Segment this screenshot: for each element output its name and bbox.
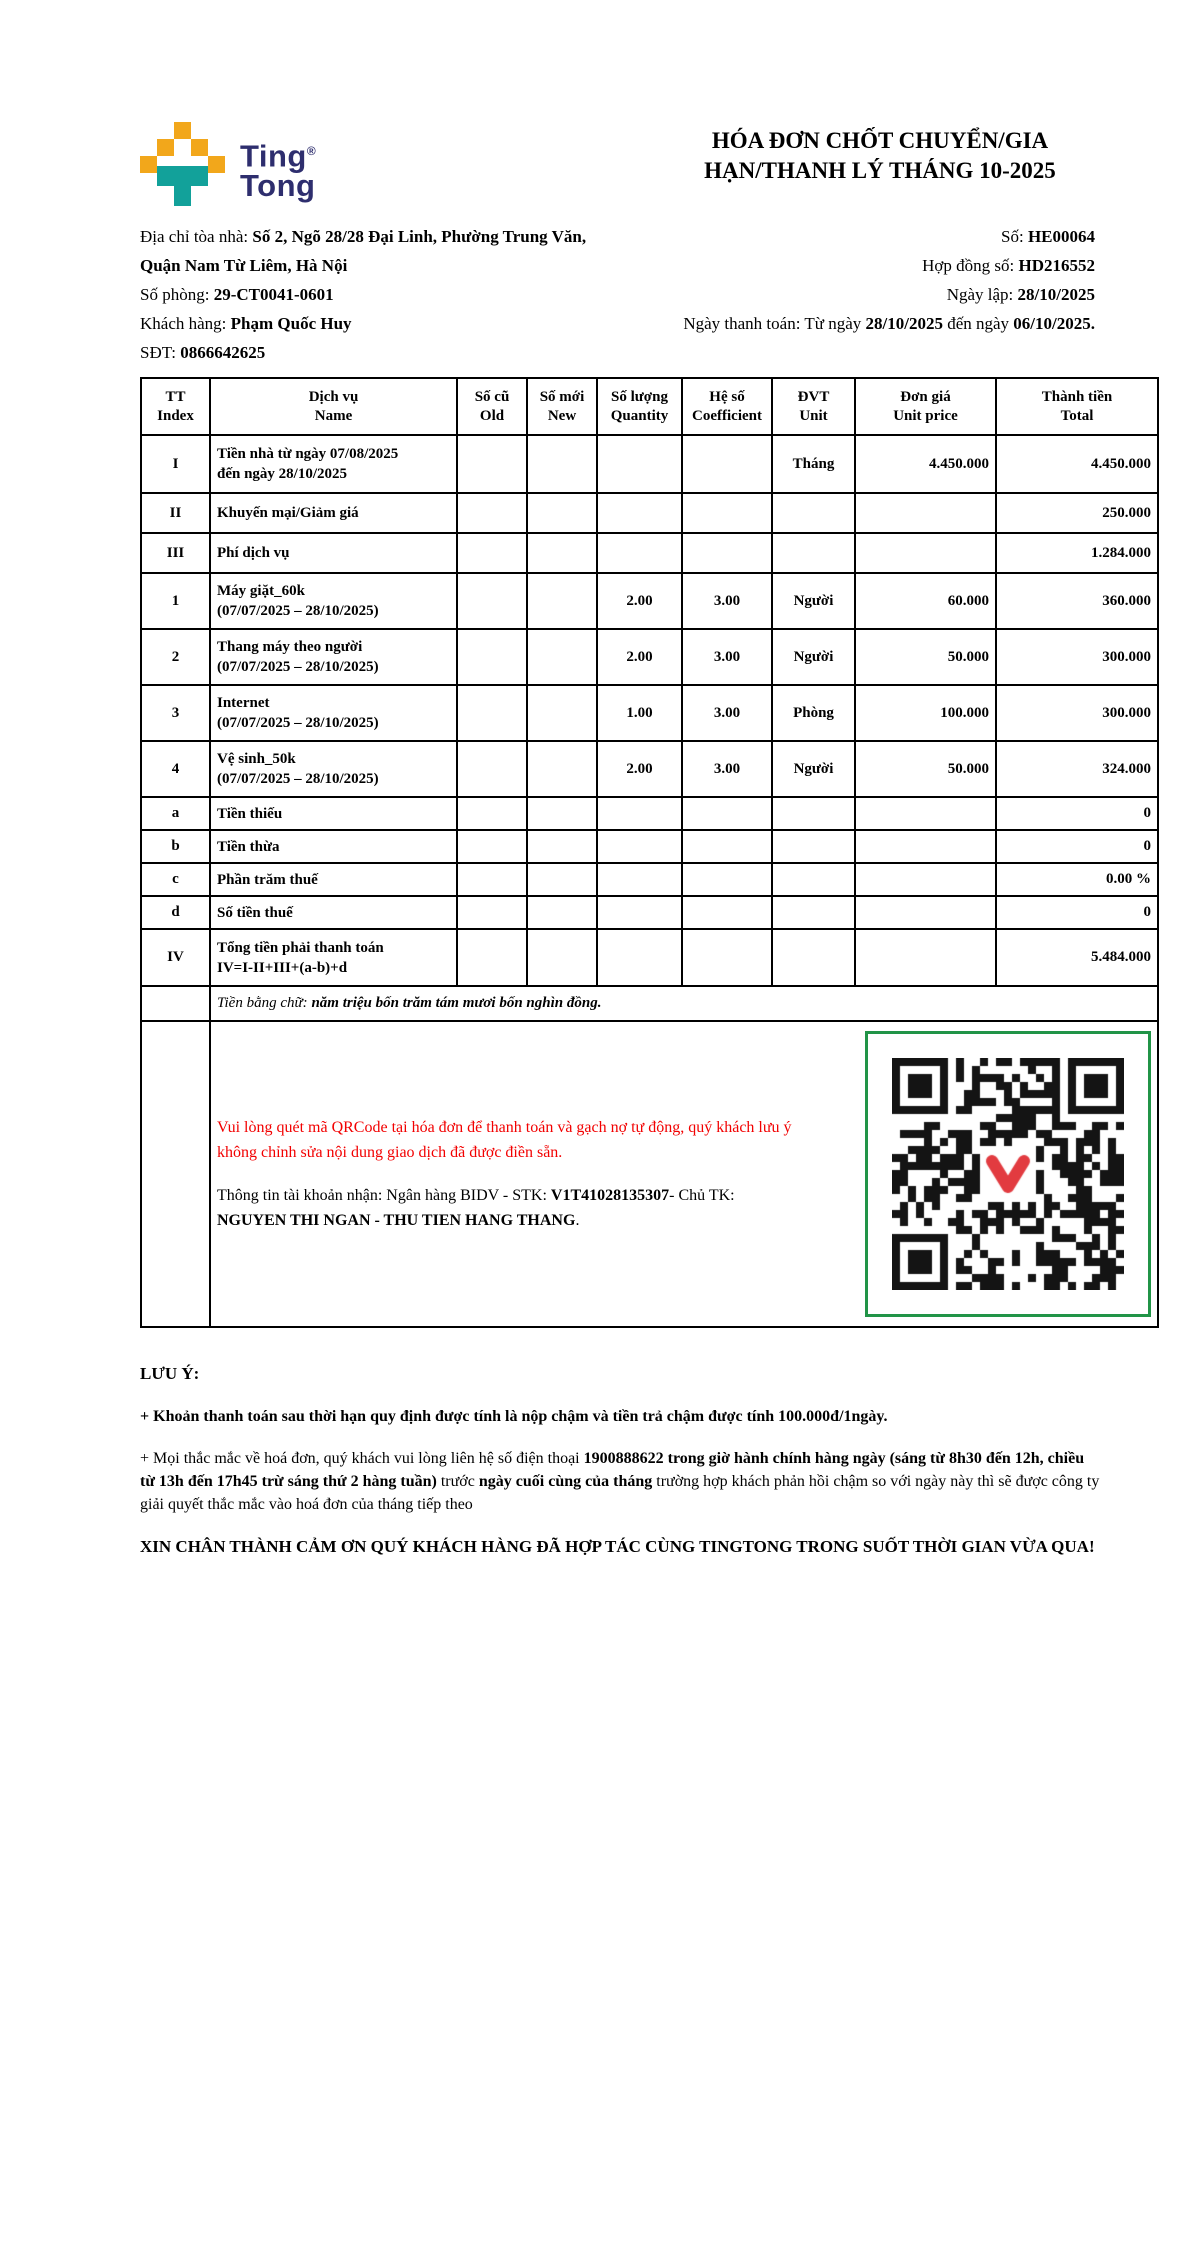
cell-old [457, 896, 527, 929]
cell-quantity [597, 493, 682, 533]
cell-old [457, 741, 527, 797]
table-row [141, 435, 1158, 493]
cell-index: 3 [141, 685, 210, 741]
cell-total: 0.00 % [996, 863, 1158, 896]
cell-new [527, 863, 597, 896]
header-coefficient: Hệ số Coefficient [682, 378, 772, 435]
registered-mark: ® [306, 144, 317, 158]
cell-quantity [597, 863, 682, 896]
cell-old [457, 797, 527, 830]
cell-index: IV [141, 929, 210, 986]
cell-unit [772, 493, 855, 533]
cell-total: 1.284.000 [996, 533, 1158, 573]
cell-new [527, 629, 597, 685]
cell-new [527, 929, 597, 986]
cell-coefficient [682, 830, 772, 863]
empty-cell [141, 986, 210, 1021]
cell-grand-total: 5.484.000 [996, 929, 1158, 986]
cell-service: Vệ sinh_50k (07/07/2025 – 28/10/2025) [210, 741, 457, 797]
cell-quantity [597, 830, 682, 863]
cell-old [457, 533, 527, 573]
empty-cell [141, 1021, 210, 1327]
invoice-number: Số: HE00064 [1001, 227, 1095, 246]
cell-old [457, 493, 527, 533]
header-unit: ĐVT Unit [772, 378, 855, 435]
table-row [141, 797, 1158, 830]
cell-unit: Tháng [772, 435, 855, 493]
cell-coefficient [682, 435, 772, 493]
cell-unit: Người [772, 741, 855, 797]
cell-quantity [597, 896, 682, 929]
cell-coefficient [682, 493, 772, 533]
cell-coefficient: 3.00 [682, 629, 772, 685]
cell-index: d [141, 896, 210, 929]
cell-index: 4 [141, 741, 210, 797]
cell-total: 0 [996, 830, 1158, 863]
cell-coefficient: 3.00 [682, 685, 772, 741]
cell-unit-price [855, 493, 996, 533]
notes-heading: LƯU Ý: [140, 1364, 200, 1383]
cell-unit [772, 929, 855, 986]
table-row [141, 685, 1158, 741]
issue-date: Ngày lập: 28/10/2025 [946, 285, 1095, 304]
header-total: Thành tiền Total [996, 378, 1158, 435]
cell-unit: Phòng [772, 685, 855, 741]
cell-quantity: 1.00 [597, 685, 682, 741]
payment-dates: Ngày thanh toán: Từ ngày 28/10/2025 đến ngày 06/10/2025. [683, 314, 1095, 333]
cell-unit-price [855, 896, 996, 929]
header-service: Dịch vụ Name [210, 378, 457, 435]
cell-total: 0 [996, 896, 1158, 929]
qr-code-frame [865, 1031, 1151, 1317]
cell-unit: Người [772, 573, 855, 629]
table-header-row [141, 378, 1158, 435]
cell-service: Tiền thiếu [210, 797, 457, 830]
cell-unit: Người [772, 629, 855, 685]
cell-unit [772, 533, 855, 573]
cell-service: Khuyến mại/Giảm giá [210, 493, 457, 533]
cell-old [457, 863, 527, 896]
cell-coefficient [682, 863, 772, 896]
cell-old [457, 929, 527, 986]
cell-service: Máy giặt_60k (07/07/2025 – 28/10/2025) [210, 573, 457, 629]
cell-total: 300.000 [996, 629, 1158, 685]
cell-coefficient: 3.00 [682, 573, 772, 629]
invoice-table-wrap [140, 377, 1157, 1328]
cell-index: a [141, 797, 210, 830]
header-unit-price: Đơn giá Unit price [855, 378, 996, 435]
customer-phone: SĐT: 0866642625 [140, 343, 266, 362]
header [140, 0, 1100, 210]
cell-total: 360.000 [996, 573, 1158, 629]
cell-coefficient [682, 533, 772, 573]
cell-quantity [597, 435, 682, 493]
cell-quantity: 2.00 [597, 629, 682, 685]
cell-new [527, 741, 597, 797]
table-row [141, 629, 1158, 685]
tingtong-pixel-icon [140, 122, 226, 210]
cell-new [527, 435, 597, 493]
table-row [141, 830, 1158, 863]
cell-quantity [597, 533, 682, 573]
header-index: TT Index [141, 378, 210, 435]
brand-wordmark: Ting® Tong [240, 138, 317, 204]
thanks-message: XIN CHÂN THÀNH CẢM ƠN QUÝ KHÁCH HÀNG ĐÃ HỢP TÁC CÙNG TINGTONG TRONG SUỐT THỜI GIAN VỪA QUA! [140, 1537, 1095, 1556]
cell-unit-price: 4.450.000 [855, 435, 996, 493]
cell-new [527, 797, 597, 830]
cell-coefficient [682, 896, 772, 929]
cell-new [527, 533, 597, 573]
cell-old [457, 830, 527, 863]
qr-row [141, 1021, 1158, 1327]
cell-total: 250.000 [996, 493, 1158, 533]
cell-service: Internet (07/07/2025 – 28/10/2025) [210, 685, 457, 741]
amount-in-words: Tiền bằng chữ: năm triệu bốn trăm tám mươi bốn nghìn đồng. [210, 986, 1158, 1021]
cell-unit-price [855, 533, 996, 573]
cell-new [527, 896, 597, 929]
footer-notes [140, 1362, 1100, 1559]
bank-account-info: Thông tin tài khoản nhận: Ngân hàng BIDV - STK: V1T41028135307- Chủ TK: NGUYEN THI NGAN - THU TIEN HANG THANG. [217, 1187, 735, 1229]
cell-unit-price [855, 929, 996, 986]
cell-quantity [597, 929, 682, 986]
cell-index: 2 [141, 629, 210, 685]
cell-index: III [141, 533, 210, 573]
cell-index: 1 [141, 573, 210, 629]
cell-coefficient: 3.00 [682, 741, 772, 797]
cell-unit-price: 50.000 [855, 629, 996, 685]
cell-unit [772, 797, 855, 830]
cell-new [527, 830, 597, 863]
invoice-title: HÓA ĐƠN CHỐT CHUYỂN/GIA HẠN/THANH LÝ THÁNG 10-2025 [704, 128, 1056, 183]
cell-unit-price [855, 797, 996, 830]
payment-cell [210, 1021, 1158, 1327]
header-old: Số cũ Old [457, 378, 527, 435]
cell-index: I [141, 435, 210, 493]
cell-service: Tiền nhà từ ngày 07/08/2025 đến ngày 28/10/2025 [210, 435, 457, 493]
cell-coefficient [682, 929, 772, 986]
cell-service: Phí dịch vụ [210, 533, 457, 573]
cell-quantity: 2.00 [597, 573, 682, 629]
note-late-fee: + Khoản thanh toán sau thời hạn quy định được tính là nộp chậm và tiền trả chậm được tính 100.000đ/1ngày. [140, 1408, 888, 1425]
building-address-line2: Quận Nam Từ Liêm, Hà Nội [140, 256, 348, 275]
table-row [141, 573, 1158, 629]
cell-unit [772, 830, 855, 863]
cell-unit [772, 863, 855, 896]
brand-logo [140, 122, 316, 210]
cell-unit-price: 50.000 [855, 741, 996, 797]
note-contact: + Mọi thắc mắc về hoá đơn, quý khách vui lòng liên hệ số điện thoại 1900888622 trong giờ hành chính hàng ngày (sáng từ 8h30 đến 12h, chiều từ 13h đến 17h45 trừ sáng thứ 2 hàng tuần) trước ngày cuối cùng của tháng trường hợp khách phản hồi chậm so với ngày này thì sẽ được công ty giải quyết thắc mắc vào hoá đơn của tháng tiếp theo [140, 1450, 1100, 1513]
cell-service: Tiền thừa [210, 830, 457, 863]
customer-name: Khách hàng: Phạm Quốc Huy [140, 314, 352, 333]
table-row [141, 741, 1158, 797]
cell-quantity: 2.00 [597, 741, 682, 797]
cell-service: Phần trăm thuế [210, 863, 457, 896]
cell-unit-price [855, 863, 996, 896]
cell-total: 324.000 [996, 741, 1158, 797]
cell-old [457, 685, 527, 741]
cell-quantity [597, 797, 682, 830]
cell-service: Số tiền thuế [210, 896, 457, 929]
cell-index: b [141, 830, 210, 863]
cell-total: 300.000 [996, 685, 1158, 741]
cell-index: c [141, 863, 210, 896]
cell-total: 4.450.000 [996, 435, 1158, 493]
cell-service: Tổng tiền phải thanh toán IV=I-II+III+(a-b)+d [210, 929, 457, 986]
cell-old [457, 435, 527, 493]
building-address: Địa chỉ tòa nhà: Số 2, Ngõ 28/28 Đại Linh, Phường Trung Văn, [140, 227, 587, 246]
invoice-table [140, 377, 1159, 1328]
qr-scan-note: Vui lòng quét mã QRCode tại hóa đơn để thanh toán và gạch nợ tự động, quý khách lưu ý không chỉnh sửa nội dung giao dịch đã được điền sẵn. [217, 1119, 792, 1161]
cell-unit [772, 896, 855, 929]
header-new: Số mới New [527, 378, 597, 435]
cell-coefficient [682, 797, 772, 830]
cell-new [527, 685, 597, 741]
cell-old [457, 573, 527, 629]
payment-instructions [217, 1115, 817, 1233]
contract-number: Hợp đồng số: HD216552 [922, 256, 1095, 275]
cell-unit-price: 100.000 [855, 685, 996, 741]
table-row-grand-total [141, 929, 1158, 986]
table-row [141, 896, 1158, 929]
cell-unit-price [855, 830, 996, 863]
amount-in-words-row [141, 986, 1158, 1021]
header-quantity: Số lượng Quantity [597, 378, 682, 435]
cell-new [527, 493, 597, 533]
room-number: Số phòng: 29-CT0041-0601 [140, 285, 334, 304]
qr-code [892, 1058, 1124, 1290]
cell-index: II [141, 493, 210, 533]
cell-total: 0 [996, 797, 1158, 830]
invoice-info [140, 222, 1095, 367]
cell-old [457, 629, 527, 685]
table-row [141, 493, 1158, 533]
cell-unit-price: 60.000 [855, 573, 996, 629]
table-row [141, 863, 1158, 896]
cell-service: Thang máy theo người (07/07/2025 – 28/10/2025) [210, 629, 457, 685]
cell-new [527, 573, 597, 629]
table-row [141, 533, 1158, 573]
